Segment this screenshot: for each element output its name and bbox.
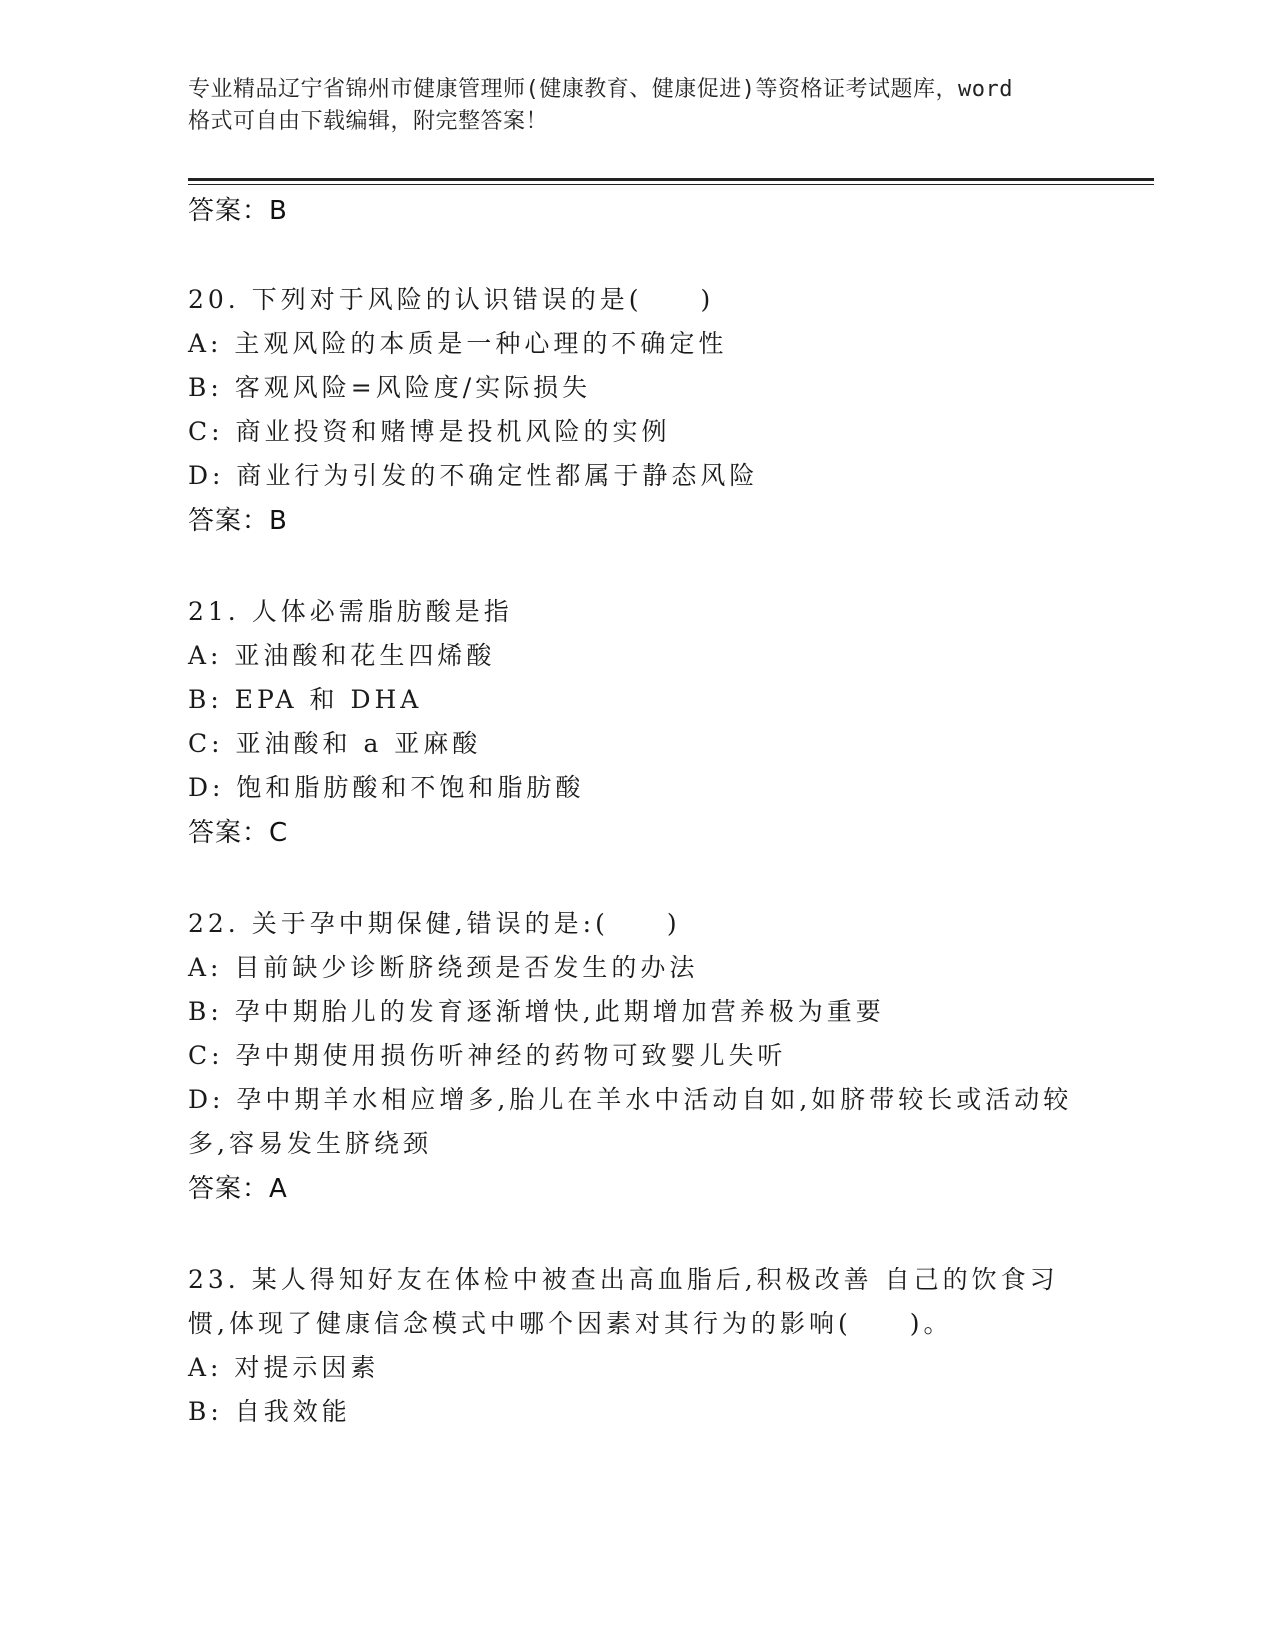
question-20-option-a: A: 主观风险的本质是一种心理的不确定性: [188, 329, 728, 358]
question-20-option-c: C: 商业投资和赌博是投机风险的实例: [188, 417, 671, 446]
question-21-option-b: B: EPA 和 DHA: [188, 685, 423, 714]
question-22-option-d-line-2: 多,容易发生脐绕颈: [188, 1129, 432, 1158]
question-22-option-c: C: 孕中期使用损伤听神经的药物可致婴儿失听: [188, 1041, 787, 1070]
header-divider-thick: [188, 178, 1154, 181]
question-21-answer: 答案：C: [188, 818, 289, 848]
question-22-option-b: B: 孕中期胎儿的发育逐渐增快,此期增加营养极为重要: [188, 997, 885, 1026]
question-23-text-line-1: 23. 某人得知好友在体检中被查出高血脂后,积极改善 自己的饮食习: [188, 1265, 1059, 1294]
question-21-text: 21. 人体必需脂肪酸是指: [188, 597, 513, 626]
question-23-option-a: A: 对提示因素: [188, 1353, 380, 1382]
header-line-1: 专业精品辽宁省锦州市健康管理师(健康教育、健康促进)等资格证考试题库，word: [188, 77, 1013, 102]
header-divider-thin: [188, 184, 1154, 185]
question-22-answer: 答案：A: [188, 1174, 288, 1204]
question-22-option-a: A: 目前缺少诊断脐绕颈是否发生的办法: [188, 953, 699, 982]
question-23-option-b: B: 自我效能: [188, 1397, 351, 1426]
previous-answer: 答案：B: [188, 196, 288, 226]
question-20-option-b: B: 客观风险=风险度/实际损失: [188, 373, 592, 402]
question-23-text-line-2: 惯,体现了健康信念模式中哪个因素对其行为的影响( )。: [188, 1309, 953, 1338]
question-20-text: 20. 下列对于风险的认识错误的是( ): [188, 285, 715, 314]
document-header: [188, 74, 1088, 138]
question-22-option-d-line-1: D: 孕中期羊水相应增多,胎儿在羊水中活动自如,如脐带较长或活动较: [188, 1085, 1073, 1114]
question-20-option-d: D: 商业行为引发的不确定性都属于静态风险: [188, 461, 759, 490]
question-22-text: 22. 关于孕中期保健,错误的是:( ): [188, 909, 681, 938]
question-21-option-d: D: 饱和脂肪酸和不饱和脂肪酸: [188, 773, 585, 802]
question-20-answer: 答案：B: [188, 506, 288, 536]
question-21-option-c: C: 亚油酸和 a 亚麻酸: [188, 729, 482, 758]
header-line-2: 格式可自由下载编辑，附完整答案！: [188, 109, 549, 134]
question-21-option-a: A: 亚油酸和花生四烯酸: [188, 641, 496, 670]
